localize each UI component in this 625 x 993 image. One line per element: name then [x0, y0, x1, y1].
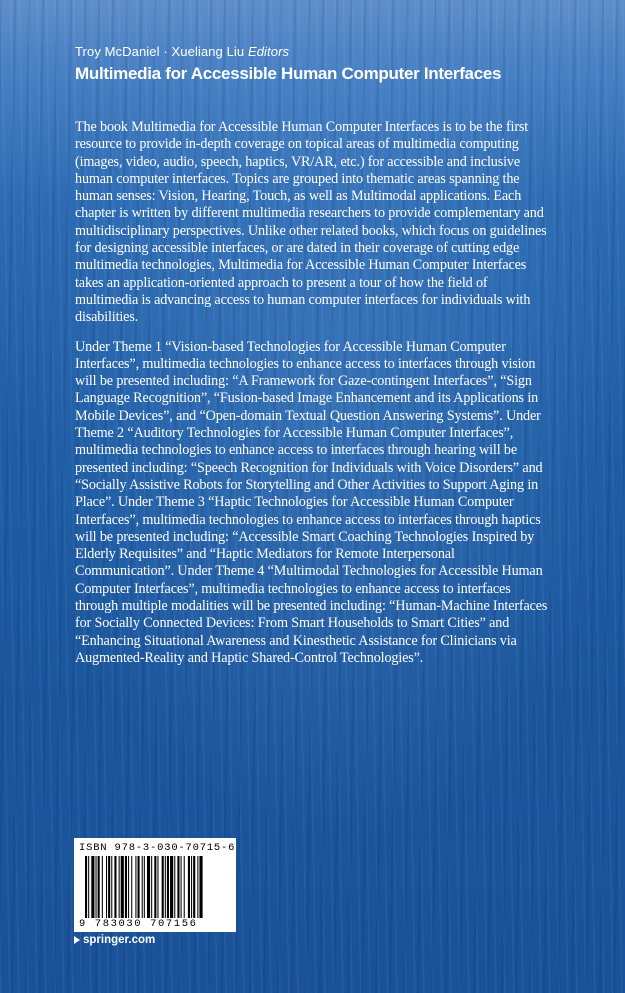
barcode-digits: 9 783030 707156 — [79, 919, 231, 930]
publisher-link[interactable] — [74, 934, 155, 946]
book-description — [75, 119, 553, 679]
isbn-barcode-box — [74, 838, 236, 932]
description-paragraph-1: The book Multimedia for Accessible Human Computer Interfaces is to be the first resource to provide in-depth coverage on topical areas of multimedia computing (images, video, audio, speech, haptics, VR/AR, etc.) for accessible and inclusive human computer interfaces. Topics are grouped into thematic areas spanning the human senses: Vision, Hearing, Touch, as well as Multimodal applications. Each chapter is written by different multimedia researchers to provide complementary and multidisciplinary perspectives. Unlike other related books, which focus on guidelines for designing accessible interfaces, or are dated in their coverage of cutting edge multimedia technologies, Multimedia for Accessible Human Computer Interfaces takes an application-oriented approach to present a tour of how the field of multimedia is advancing access to human computer interfaces for individuals with disabilities. — [75, 119, 547, 326]
barcode — [79, 856, 231, 918]
editors-names: Troy McDaniel · Xueliang Liu — [75, 44, 245, 59]
triangle-right-icon — [74, 936, 80, 944]
book-title: Multimedia for Accessible Human Computer Interfaces — [75, 64, 502, 83]
description-paragraph-2: Under Theme 1 “Vision-based Technologies for Accessible Human Computer Interfaces”, multimedia technologies to enhance access to interfaces through vision will be presented including: “A Framework for Gaze-contingent Interfaces”, “Sign Language Recognition”, “Fusion-based Image Enhancement and its Applications in Mobile Devices”, and “Open-domain Textual Question Answering Systems”. Under Theme 2 “Auditory Technologies for Accessible Human Computer Interfaces”, multimedia technologies to enhance access to interfaces through hearing will be presented including: “Speech Recognition for Individuals with Voice Disorders” and “Socially Assistive Robots for Storytelling and Other Activities to Support Aging in Place”. Under Theme 3 “Haptic Technologies for Accessible Human Computer Interfaces”, multimedia technologies to enhance access to interfaces through haptics will be presented including: “Accessible Smart Coaching Technologies Inspired by Elderly Requisites” and “Haptic Mediators for Remote Interpersonal Communication”. Under Theme 4 “Multimodal Technologies for Accessible Human Computer Interfaces”, multimedia technologies to enhance access to interfaces through multiple modalities will be presented including: “Human-Machine Interfaces for Socially Connected Devices: From Smart Households to Smart Cities” and “Enhancing Situational Awareness and Kinesthetic Assistance for Clinicians via Augmented-Reality and Haptic Shared-Control Technologies”. — [75, 338, 548, 666]
editors-line — [75, 44, 289, 59]
publisher-url: springer.com — [83, 934, 156, 946]
editors-role: Editors — [247, 44, 290, 59]
isbn-label: ISBN 978-3-030-70715-6 — [79, 842, 236, 854]
